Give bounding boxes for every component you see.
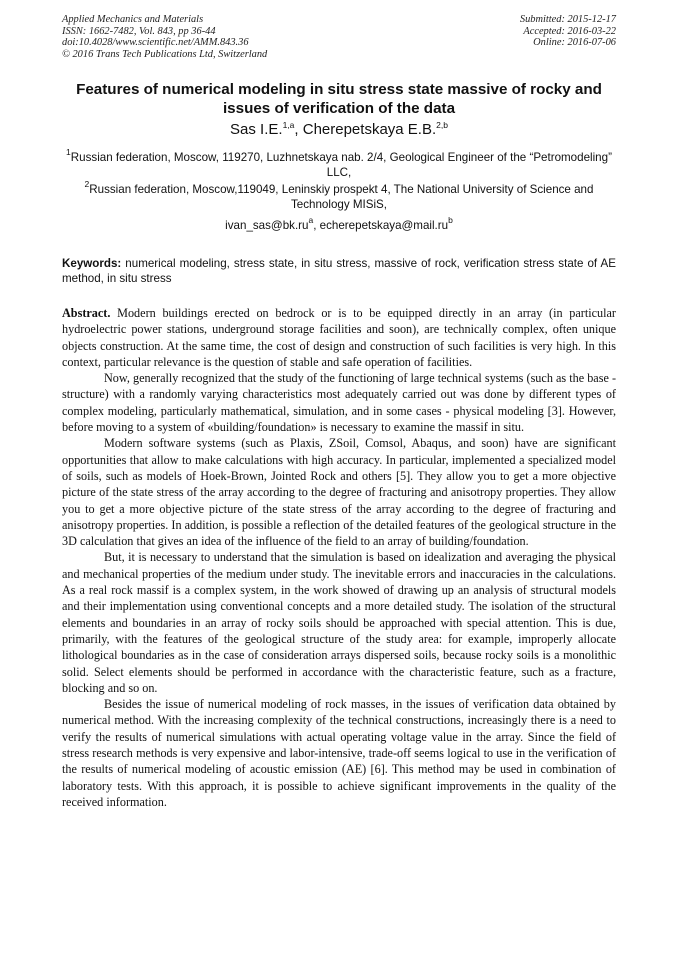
accepted-date: Accepted: 2016-03-22 [523, 25, 616, 37]
keywords-label: Keywords: [62, 257, 122, 270]
submission-dates [520, 14, 616, 49]
issn-volume-pages: ISSN: 1662-7482, Vol. 843, pp 36-44 [62, 25, 216, 37]
keywords-text: numerical modeling, stress state, in situ stress, massive of rock, verification stress state of AE method, in situ stress [62, 257, 616, 285]
email-marker: b [448, 215, 453, 225]
paper-title: Features of numerical modeling in situ stress state massive of rocky and issues of verification of the data [76, 81, 602, 117]
author-name: Cherepetskaya E.B. [302, 121, 437, 138]
affiliation-marker: 2 [84, 179, 90, 189]
journal-info [62, 14, 267, 60]
author-emails [62, 215, 616, 233]
journal-name: Applied Mechanics and Materials [62, 14, 204, 25]
paragraph: Besides the issue of numerical modeling of rock masses, in the issues of verification data obtained by numerical method. With the increasing complexity of the technical constructions, increasingly there is a need to verify the results of numerical simulations with actual operating voltage value in the array. Since the field of stress research methods is very expensive and labor-intensive, trade-off seems logical to use in the verification of the results of numerical modeling of acoustic emission (AE) [6]. This method may be used in combination of laboratory tests. With this approach, it is possible to achieve significant improvements in the quality of the received information. [62, 697, 616, 809]
affiliation-text: Russian federation, Moscow,119049, Leninskiy prospekt 4, The National University of Science and Technology MISiS, [89, 183, 594, 211]
abstract-label: Abstract. [62, 306, 111, 320]
affiliation-1 [62, 147, 616, 180]
author-affiliation-marker: 2,b [436, 120, 448, 130]
affiliation-marker: 1 [66, 147, 71, 157]
email-link[interactable]: echerepetskaya@mail.ru [319, 219, 449, 232]
author-line [62, 121, 616, 139]
online-date: Online: 2016-07-06 [533, 37, 616, 48]
author-name: Sas I.E. [230, 121, 283, 138]
submitted-date: Submitted: 2015-12-17 [519, 14, 616, 25]
email-separator: , [313, 219, 320, 232]
email-marker: a [308, 215, 314, 225]
abstract-body [62, 305, 616, 810]
author-affiliation-marker: 1,a [282, 120, 295, 130]
paragraph [62, 305, 616, 370]
paragraph: Now, generally recognized that the study of the functioning of large technical systems (such as the base - structure) with a randomly varying characteristics most adequately carried out was done by different types of complex modeling, particularly mathematical, simulation, and in some cases - physical modeling [3]. However, before moving to a system of «building/foundation» is necessary to examine the massif in situ. [62, 371, 616, 435]
paragraph-text: Modern buildings erected on bedrock or is to be equipped directly in an array (in particular hydroelectric power stations, underground storage facilities and soon), are technically complex, often unique objects construction. At the same time, the cost of design and construction of such facilities is very high. In this context, particular relevance is the question of stable and safe operation of facilities. [62, 306, 616, 369]
affiliation-2 [62, 179, 616, 212]
doi-link[interactable]: doi:10.4028/www.scientific.net/AMM.843.36 [62, 37, 249, 48]
author-separator: , [294, 121, 303, 138]
copyright: © 2016 Trans Tech Publications Ltd, Switzerland [62, 48, 268, 60]
keywords [62, 256, 616, 286]
affiliation-text: Russian federation, Moscow, 119270, Luzhnetskaya nab. 2/4, Geological Engineer of the “Petromodeling” LLC, [70, 151, 612, 179]
paragraph: But, it is necessary to understand that the simulation is based on idealization and averaging the physical and mechanical properties of the medium under study. The inevitable errors and inaccuracies in the calculations. As a real rock massif is a complex system, in the work showed of drawing up an analysis of structural models and their implementation using conventional concepts and a more detailed study. The isolation of the structural elements and boundaries in an array of rocky soils should be approached with special attention. This is due, primarily, with the features of the geological structure of the study area: for example, improperly allocate lithological boundaries as in the case of consideration arrays dispersed soils, because rocky soils is a monolithic solid. Select elements should be performed in accordance with the characteristic feature, such as a fracture, blocking and so on. [62, 550, 616, 695]
email-link[interactable]: ivan_sas@bk.ru [225, 219, 309, 232]
paragraph: Modern software systems (such as Plaxis, ZSoil, Comsol, Abaqus, and soon) have are significant opportunities that allow to make calculations with high accuracy. In particular, implemented a specialized model of soils, such as models of Hoek-Brown, Jointed Rock and others [5]. They allow you to get a more objective picture of the state stress of the array according to the degree of fracturing and anisotropy properties. They allow you to get a more objective picture of the state stress of the array according to the degree of fracturing and anisotropy properties. In addition, is possible a reflection of the detailed features of the geological structure in the 3D calculation that gives an idea of the influence of the field to an array of building/foundation. [62, 436, 616, 549]
